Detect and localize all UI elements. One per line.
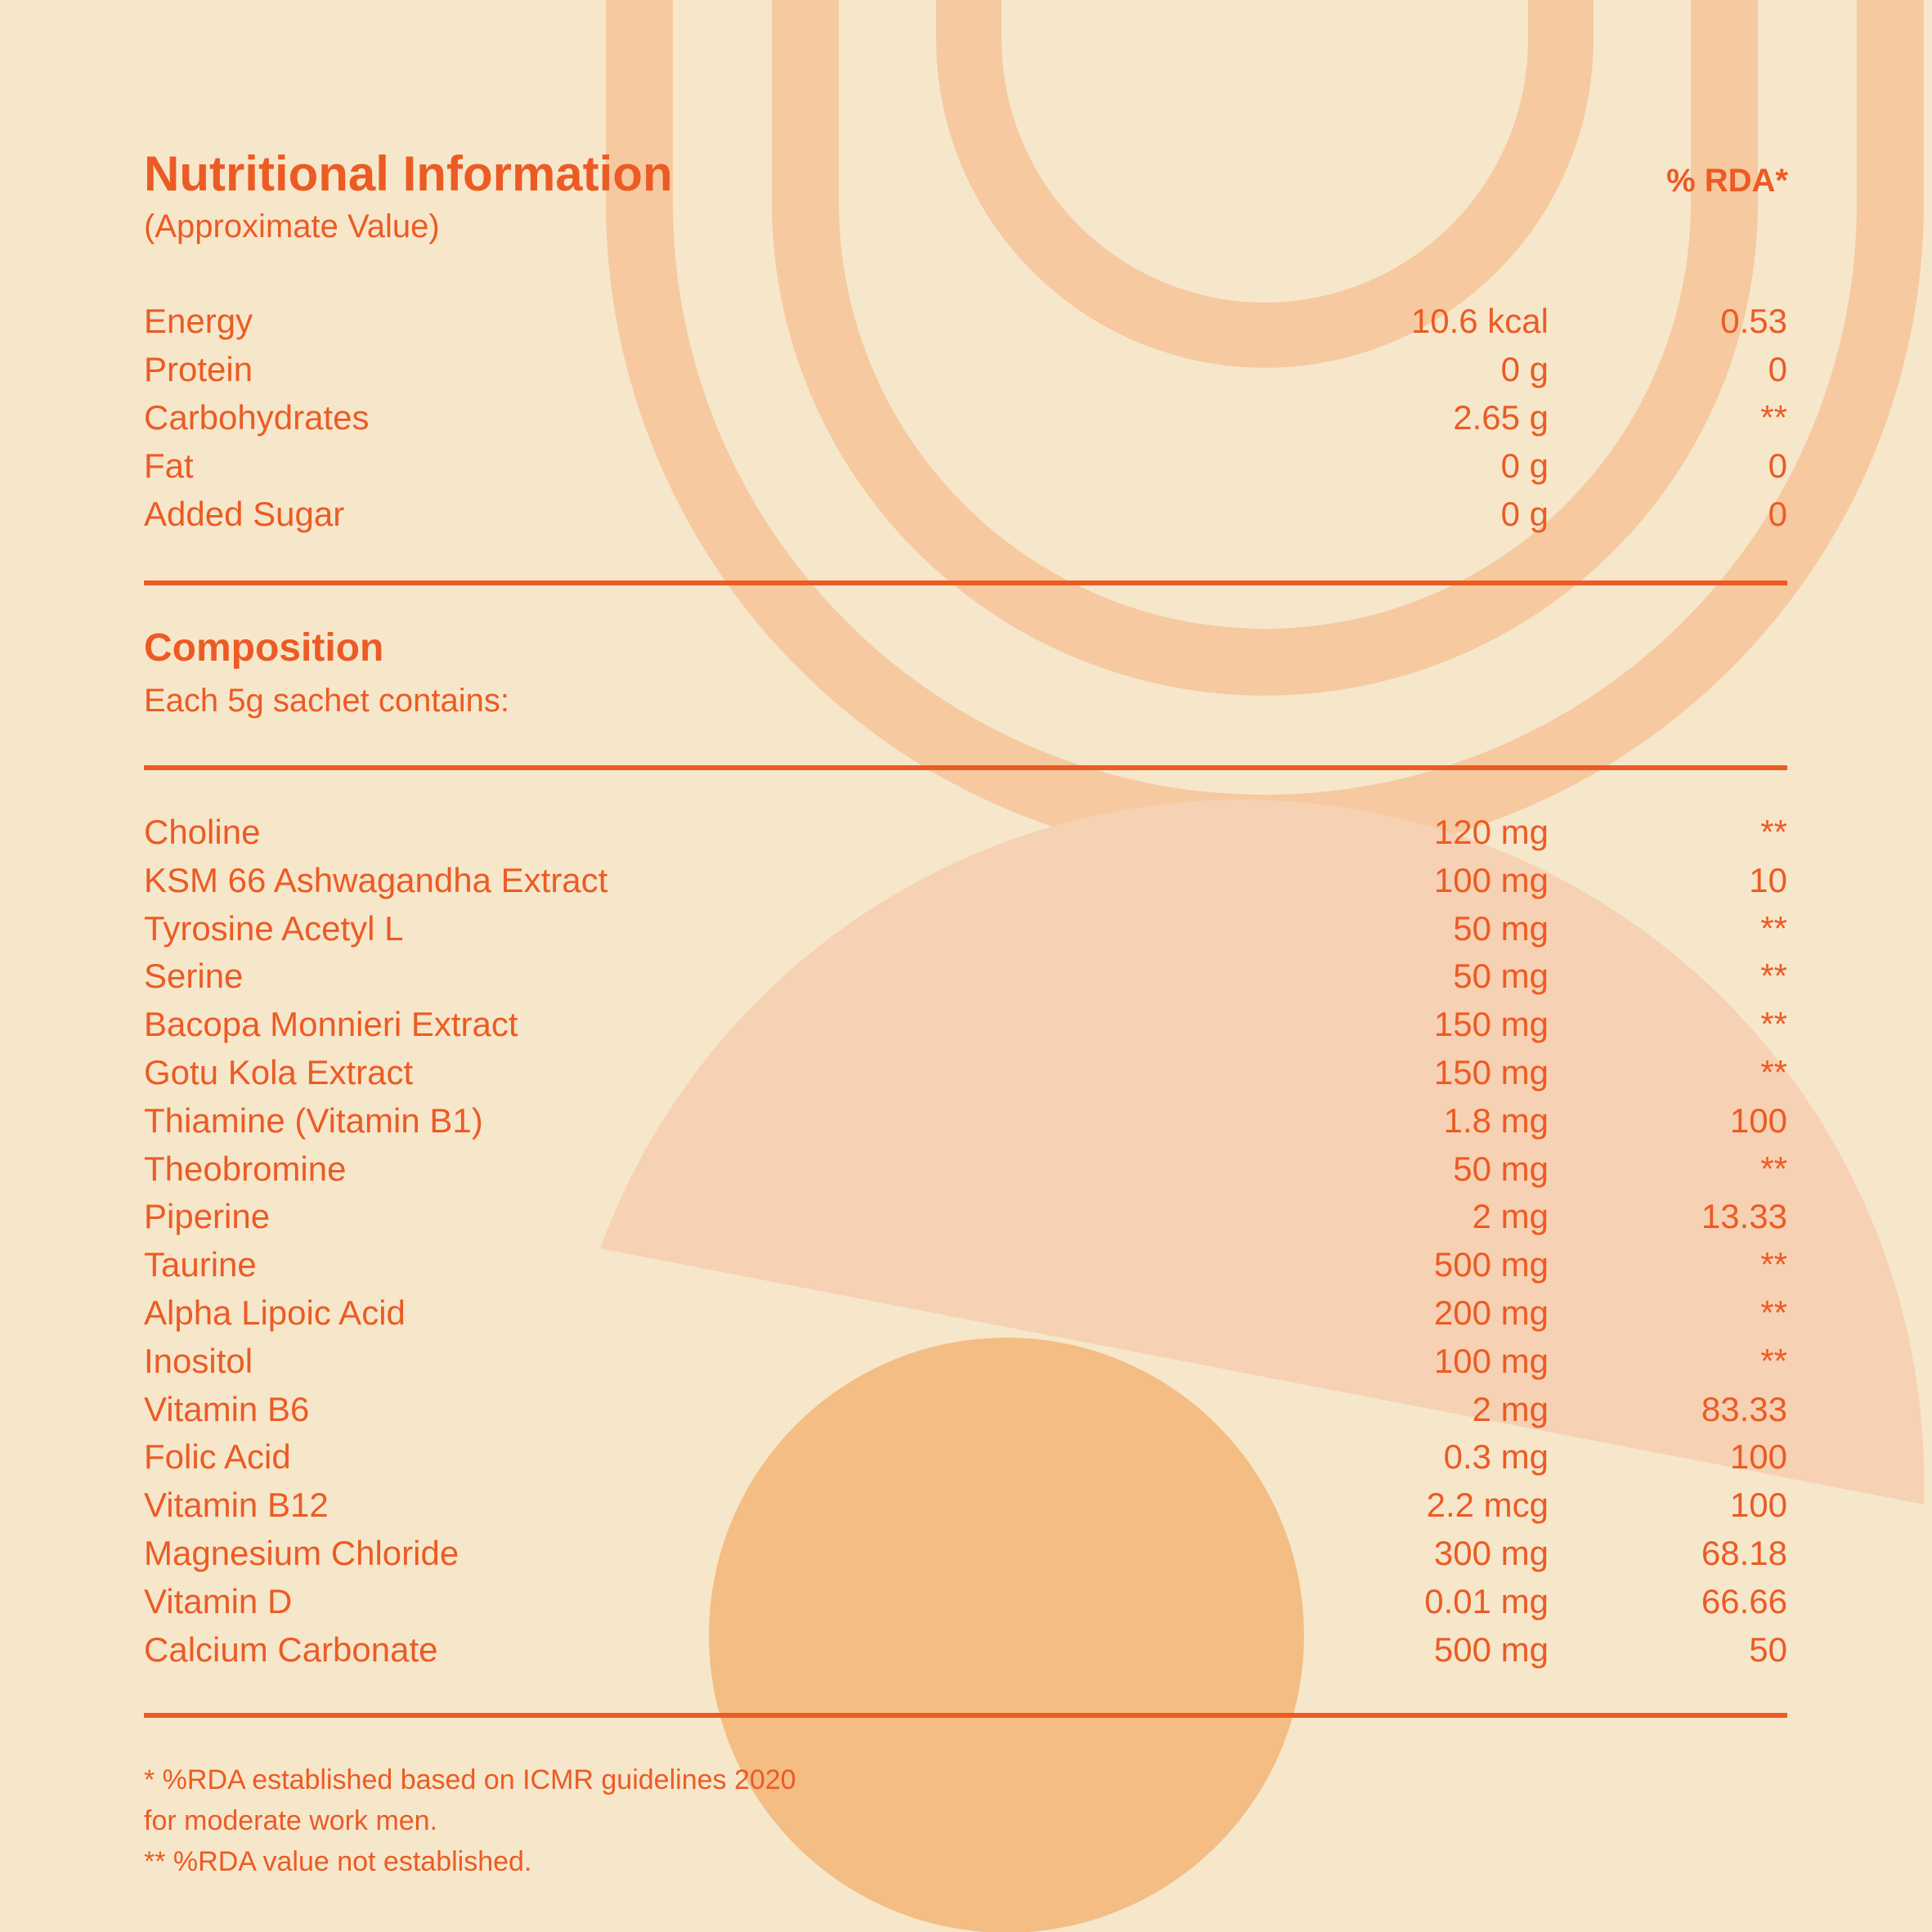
nutrient-amount: 50 mg <box>1453 1149 1549 1188</box>
nutrient-amount: 2 mg <box>1472 1389 1549 1428</box>
table-row <box>144 346 1787 393</box>
nutrient-name: Serine <box>144 957 244 996</box>
table-row <box>144 491 1787 538</box>
table-row <box>144 1481 1787 1529</box>
nutrient-rda: ** <box>1760 398 1787 437</box>
table-row <box>144 953 1787 1000</box>
table-row <box>144 1578 1787 1625</box>
nutrient-rda: 0 <box>1768 446 1787 485</box>
nutrient-rda: ** <box>1760 1293 1787 1332</box>
nutrient-rda: 10 <box>1749 860 1787 899</box>
table-row <box>144 1338 1787 1385</box>
nutrient-rda: 13.33 <box>1701 1197 1787 1236</box>
nutrient-rda: ** <box>1760 908 1787 948</box>
nutrient-amount: 0 g <box>1500 495 1549 533</box>
nutrient-rda: ** <box>1760 813 1787 851</box>
nutrient-name: Thiamine (Vitamin B1) <box>144 1100 483 1140</box>
divider-top <box>144 580 1787 585</box>
nutrient-amount: 120 mg <box>1433 813 1549 851</box>
nutrient-name: Calcium Carbonate <box>144 1629 438 1669</box>
nutrient-name: Folic Acid <box>144 1437 291 1477</box>
nutrient-amount: 0 g <box>1500 446 1549 485</box>
nutrient-rda: ** <box>1760 1149 1787 1188</box>
nutrient-name: Protein <box>144 350 253 388</box>
table-row <box>144 1001 1787 1048</box>
nutrient-rda: 0.53 <box>1720 302 1787 340</box>
table-row <box>144 1289 1787 1337</box>
table-row <box>144 1241 1787 1289</box>
nutrient-rda: 0 <box>1768 495 1787 533</box>
nutrient-rda: 83.33 <box>1701 1389 1787 1428</box>
nutrient-name: Vitamin B6 <box>144 1389 310 1428</box>
nutrient-amount: 150 mg <box>1433 1005 1549 1044</box>
nutrient-name: Inositol <box>144 1341 253 1380</box>
rda-column-heading: % RDA* <box>1666 163 1788 199</box>
table-row <box>144 298 1787 345</box>
table-row <box>144 1386 1787 1433</box>
nutrient-amount: 200 mg <box>1433 1293 1549 1332</box>
footnote-line-3: ** %RDA value not established. <box>144 1846 532 1877</box>
nutrient-name: Energy <box>144 302 253 340</box>
nutrient-rda: 68.18 <box>1701 1534 1787 1572</box>
table-row <box>144 905 1787 953</box>
nutrient-rda: 100 <box>1729 1100 1787 1140</box>
nutrient-rda: 66.66 <box>1701 1581 1787 1620</box>
nutrient-name: Tyrosine Acetyl L <box>144 908 404 948</box>
table-row <box>144 1097 1787 1145</box>
table-row <box>144 442 1787 490</box>
nutrient-amount: 0 g <box>1500 350 1549 388</box>
nutrient-rda: ** <box>1760 1245 1787 1284</box>
nutrient-amount: 1.8 mg <box>1443 1100 1549 1140</box>
nutrient-amount: 10.6 kcal <box>1410 302 1549 340</box>
table-row <box>144 394 1787 442</box>
table-row <box>144 1049 1787 1096</box>
nutrient-name: Gotu Kola Extract <box>144 1053 414 1092</box>
nutrient-rda: 100 <box>1729 1486 1787 1525</box>
divider-bottom <box>144 1713 1787 1718</box>
nutrient-rda: 100 <box>1729 1437 1787 1477</box>
nutrient-name: Theobromine <box>144 1149 347 1188</box>
table-row <box>144 1193 1787 1240</box>
table-row <box>144 809 1787 856</box>
table-row <box>144 1530 1787 1577</box>
nutrient-rda: ** <box>1760 957 1787 996</box>
composition-title: Composition <box>144 626 384 670</box>
nutrient-amount: 500 mg <box>1433 1245 1549 1284</box>
nutrient-name: Piperine <box>144 1197 271 1236</box>
nutrient-amount: 2 mg <box>1472 1197 1549 1236</box>
nutrient-amount: 50 mg <box>1453 908 1549 948</box>
footnote-line-1: * %RDA established based on ICMR guidelines 2020 <box>144 1764 796 1795</box>
nutrient-rda: ** <box>1760 1005 1787 1044</box>
table-row <box>144 1433 1787 1481</box>
nutrient-rda: ** <box>1760 1053 1787 1092</box>
nutrient-name: Magnesium Chloride <box>144 1534 459 1572</box>
nutrient-name: KSM 66 Ashwagandha Extract <box>144 860 608 899</box>
nutrient-amount: 0.01 mg <box>1424 1581 1549 1620</box>
composition-subtitle: Each 5g sachet contains: <box>144 683 509 719</box>
nutrient-amount: 300 mg <box>1433 1534 1549 1572</box>
nutrient-name: Bacopa Monnieri Extract <box>144 1005 518 1044</box>
nutrient-amount: 100 mg <box>1433 1341 1549 1380</box>
table-row <box>144 1145 1787 1193</box>
divider-composition <box>144 765 1787 770</box>
nutrient-amount: 2.2 mcg <box>1426 1486 1549 1525</box>
nutrient-amount: 500 mg <box>1433 1629 1549 1669</box>
nutrient-rda: 0 <box>1768 350 1787 388</box>
nutrient-name: Fat <box>144 446 194 485</box>
nutrient-amount: 150 mg <box>1433 1053 1549 1092</box>
table-row <box>144 857 1787 904</box>
nutrient-rda: ** <box>1760 1341 1787 1380</box>
table-row <box>144 1626 1787 1674</box>
nutrient-name: Carbohydrates <box>144 398 370 437</box>
page-subtitle: (Approximate Value) <box>144 208 440 244</box>
nutrient-name: Added Sugar <box>144 495 345 533</box>
nutrient-name: Alpha Lipoic Acid <box>144 1293 406 1332</box>
nutrient-rda: 50 <box>1749 1629 1787 1669</box>
footnote-line-2: for moderate work men. <box>144 1805 438 1836</box>
nutrient-amount: 50 mg <box>1453 957 1549 996</box>
page-title: Nutritional Information <box>144 146 673 201</box>
nutrient-amount: 0.3 mg <box>1443 1437 1549 1477</box>
nutrient-amount: 100 mg <box>1433 860 1549 899</box>
nutrient-name: Choline <box>144 813 261 851</box>
nutrient-name: Vitamin B12 <box>144 1486 329 1525</box>
nutrient-amount: 2.65 g <box>1453 398 1549 437</box>
nutrient-name: Taurine <box>144 1245 257 1284</box>
nutrient-name: Vitamin D <box>144 1581 293 1620</box>
